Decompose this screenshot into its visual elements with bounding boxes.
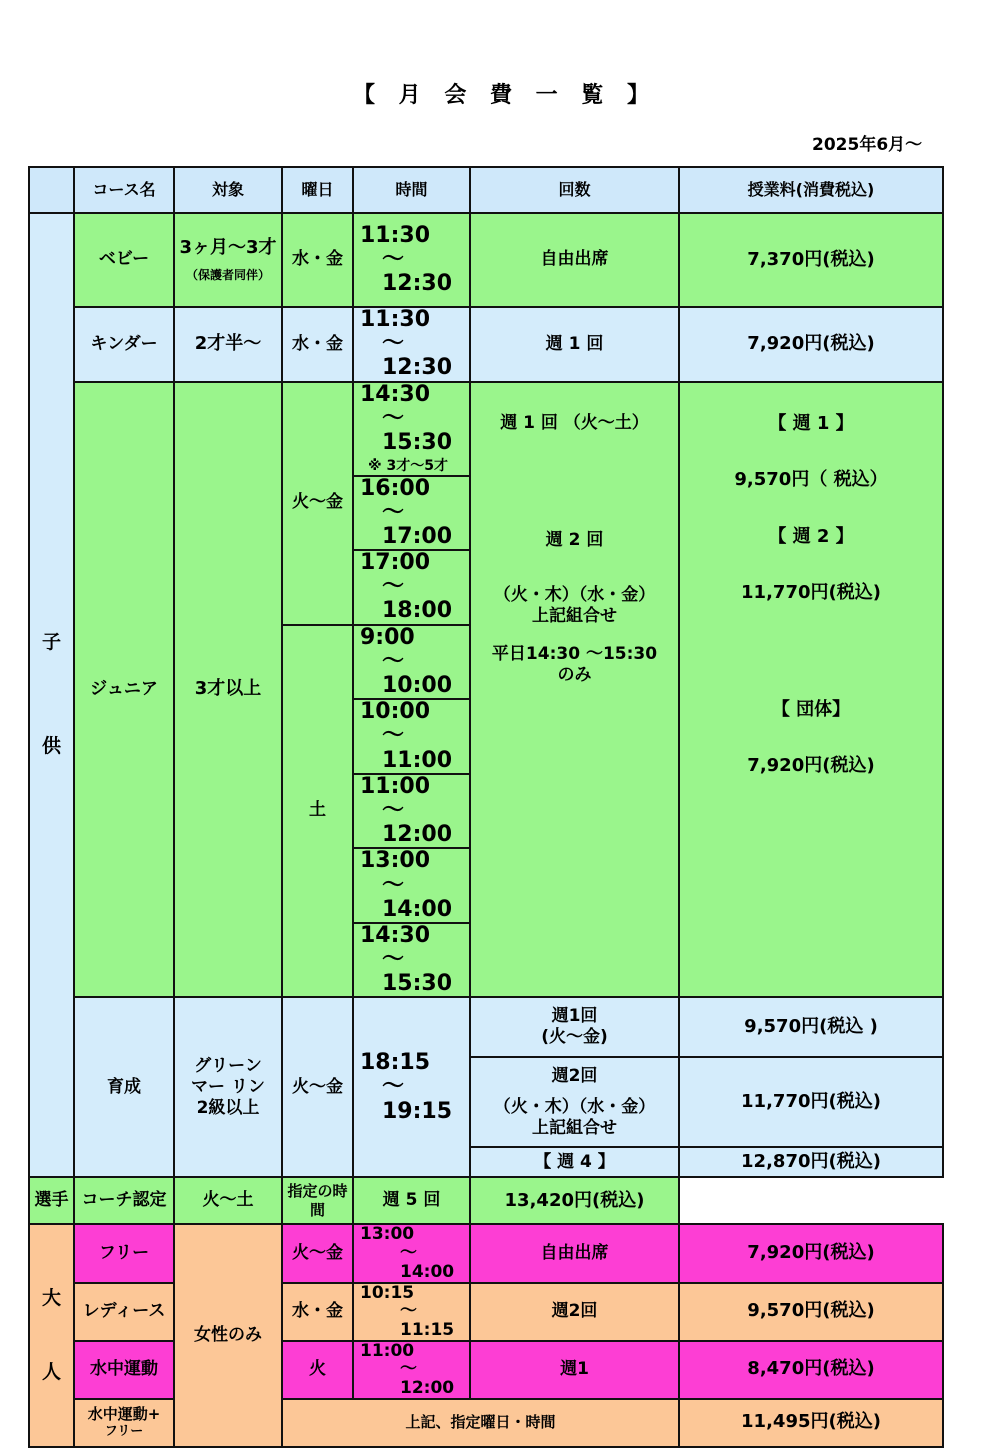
table-row-baby — [29, 213, 943, 307]
time-junior-slot: 10:00 ～11:00 — [353, 699, 470, 774]
time-adult-free: 13:00 ～14:00 — [353, 1224, 470, 1282]
frequency-adult-aqua: 週1 — [470, 1341, 679, 1399]
time-junior-slot: 16:00 ～17:00 — [353, 476, 470, 551]
course-adult-aqua: 水中運動 — [74, 1341, 174, 1399]
table-row-adult-aqua-free — [29, 1399, 943, 1447]
course-ikusei: 育成 — [74, 997, 174, 1177]
header-target: 対象 — [174, 167, 282, 213]
day-junior-weekday: 火～金 — [282, 382, 353, 625]
table-row-senshu — [29, 1177, 943, 1224]
course-adult-free: フリー — [74, 1224, 174, 1282]
course-adult-aqua-free: 水中運動+ フリー — [74, 1399, 174, 1447]
target-junior: 3才以上 — [174, 382, 282, 998]
time-junior-slot: 14:30 ～15:30 — [353, 923, 470, 998]
time-adult-aqua: 11:00 ～12:00 — [353, 1341, 470, 1399]
frequency-adult-ladies: 週2回 — [470, 1283, 679, 1341]
day-adult-ladies: 水・金 — [282, 1283, 353, 1341]
note-adult-aqua-free: 上記、指定曜日・時間 — [282, 1399, 679, 1447]
time-adult-ladies: 10:15 ～11:15 — [353, 1283, 470, 1341]
time-senshu: 指定の時間 — [282, 1177, 353, 1224]
header-course: コース名 — [74, 167, 174, 213]
fee-senshu: 13,420円(税込) — [470, 1177, 679, 1224]
table-row-ikusei — [29, 997, 943, 1057]
frequency-kinder: 週 1 回 — [470, 307, 679, 382]
fee-ikusei-1: 9,570円(税込 ) — [679, 997, 943, 1057]
frequency-ikusei-2: 週2回 （火・木）（水・金） 上記組合せ — [470, 1057, 679, 1147]
target-senshu: コーチ認定 — [74, 1177, 174, 1224]
day-kinder: 水・金 — [282, 307, 353, 382]
target-adult: 女性のみ — [174, 1224, 282, 1446]
time-kinder: 11:30 ～12:30 — [353, 307, 470, 382]
time-junior-slot: 17:00 ～18:00 — [353, 550, 470, 625]
target-baby: 3ヶ月～3才 （保護者同伴） — [174, 213, 282, 307]
frequency-senshu: 週 5 回 — [353, 1177, 470, 1224]
table-row-junior — [29, 382, 943, 476]
frequency-ikusei-3: 【 週 4 】 — [470, 1147, 679, 1177]
course-kinder: キンダー — [74, 307, 174, 382]
fee-junior: 【 週 1 】 9,570円（ 税込） 【 週 2 】 11,770円(税込) 【 団体】 7,920円(税込) — [679, 382, 943, 998]
header-day: 曜日 — [282, 167, 353, 213]
course-baby: ベビー — [74, 213, 174, 307]
course-senshu: 選手 — [29, 1177, 74, 1224]
header-blank — [29, 167, 74, 213]
fee-adult-free: 7,920円(税込) — [679, 1224, 943, 1282]
time-ikusei: 18:15 ～19:15 — [353, 997, 470, 1177]
course-adult-ladies: レディース — [74, 1283, 174, 1341]
group-label-child: 子 供 — [29, 213, 74, 1177]
fee-baby: 7,370円(税込) — [679, 213, 943, 307]
frequency-junior: 週 1 回 （火～土） 週 2 回 （火・木）（水・金） 上記組合せ 平日14:30 ～15:30 のみ — [470, 382, 679, 998]
fee-ikusei-2: 11,770円(税込) — [679, 1057, 943, 1147]
header-frequency: 回数 — [470, 167, 679, 213]
frequency-baby: 自由出席 — [470, 213, 679, 307]
time-junior-slot: 13:00 ～14:00 — [353, 848, 470, 923]
target-kinder: 2才半～ — [174, 307, 282, 382]
page-title: 【 月 会 費 一 覧 】 — [353, 83, 657, 108]
header-row — [29, 167, 943, 213]
day-senshu: 火～土 — [174, 1177, 282, 1224]
target-ikusei: グリーン マー リン 2級以上 — [174, 997, 282, 1177]
day-adult-aqua: 火 — [282, 1341, 353, 1399]
time-junior-slot: 9:00 ～10:00 — [353, 625, 470, 700]
fee-adult-ladies: 9,570円(税込) — [679, 1283, 943, 1341]
fee-table — [28, 166, 944, 1448]
fee-adult-aqua-free: 11,495円(税込) — [679, 1399, 943, 1447]
fee-kinder: 7,920円(税込) — [679, 307, 943, 382]
day-ikusei: 火～金 — [282, 997, 353, 1177]
day-junior-sat: 土 — [282, 625, 353, 998]
day-adult-free: 火～金 — [282, 1224, 353, 1282]
header-fee: 授業料(消費税込) — [679, 167, 943, 213]
fee-ikusei-3: 12,870円(税込) — [679, 1147, 943, 1177]
group-label-adult: 大 人 — [29, 1224, 74, 1446]
time-junior-slot: 14:30 ～15:30 ※ 3才～5才 — [353, 382, 470, 476]
header-time: 時間 — [353, 167, 470, 213]
fee-adult-aqua: 8,470円(税込) — [679, 1341, 943, 1399]
time-baby: 11:30 ～12:30 — [353, 213, 470, 307]
table-row-kinder — [29, 307, 943, 382]
table-row-adult-free — [29, 1224, 943, 1282]
table-row-adult-ladies — [29, 1283, 943, 1341]
frequency-ikusei-1: 週1回 (火～金) — [470, 997, 679, 1057]
course-junior: ジュニア — [74, 382, 174, 998]
frequency-adult-free: 自由出席 — [470, 1224, 679, 1282]
effective-date: 2025年6月～ — [812, 135, 923, 155]
day-baby: 水・金 — [282, 213, 353, 307]
table-row-adult-aqua — [29, 1341, 943, 1399]
time-junior-slot: 11:00 ～12:00 — [353, 774, 470, 849]
